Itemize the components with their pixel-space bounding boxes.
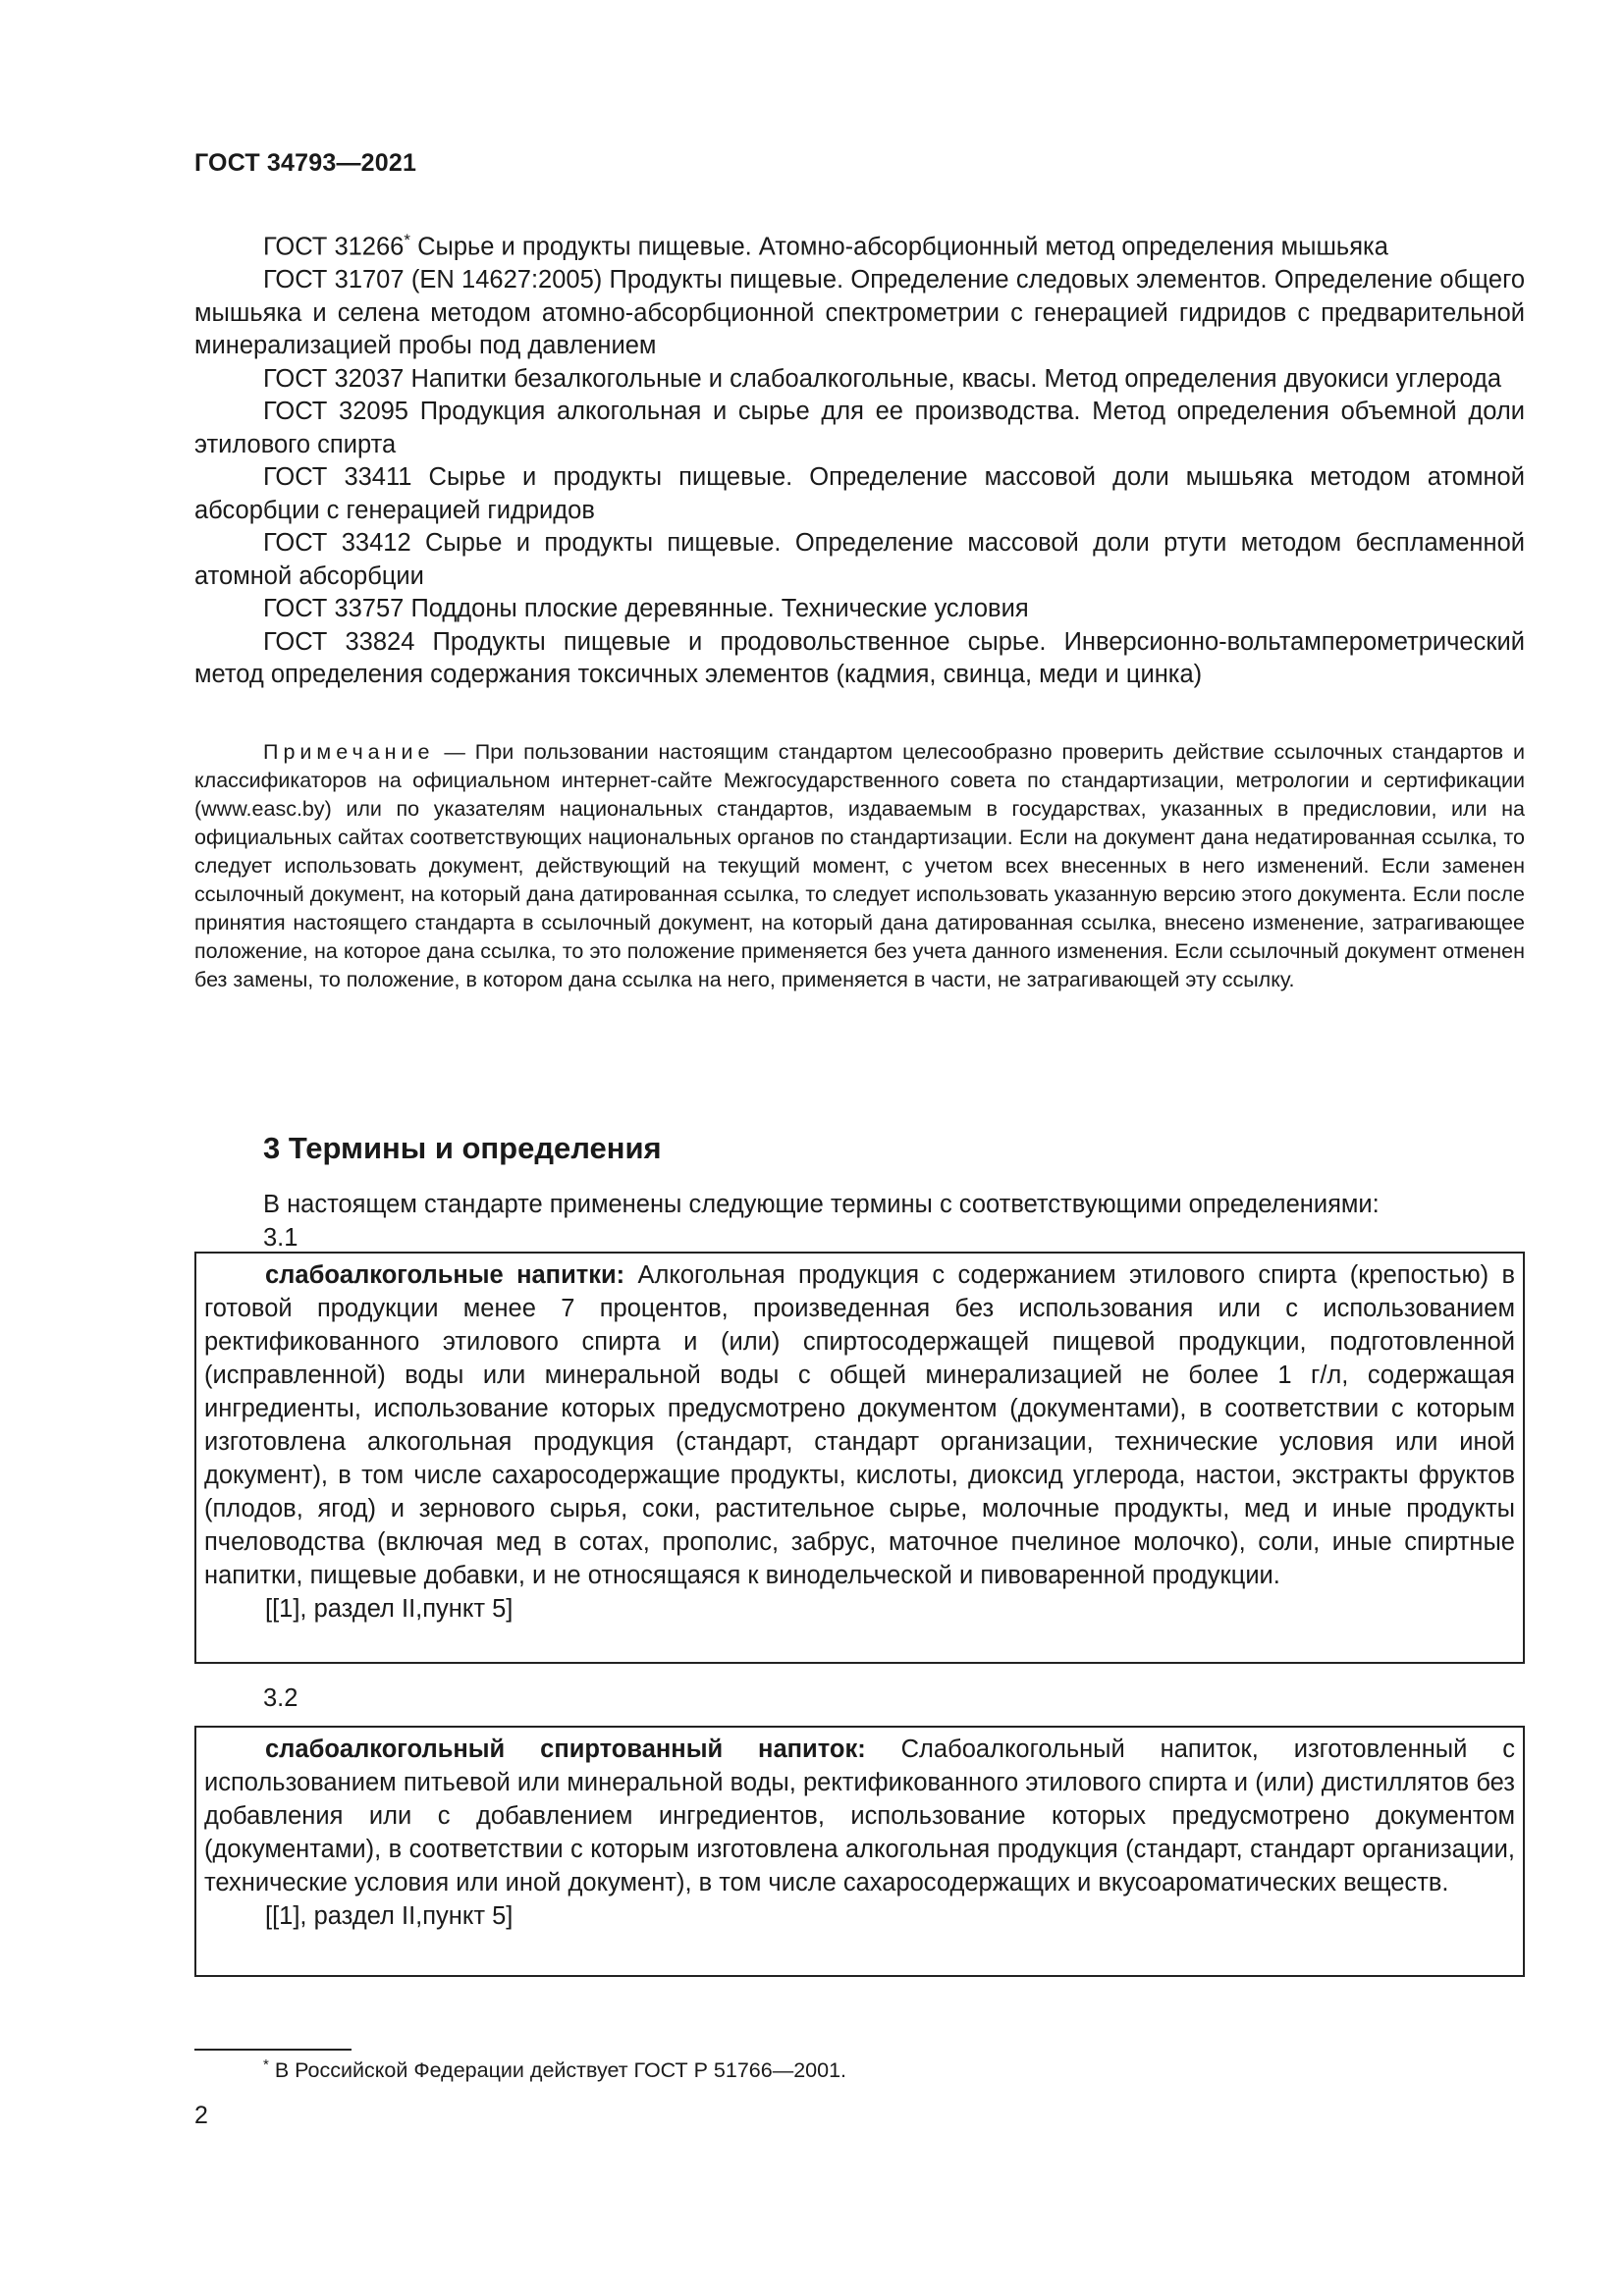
section-intro [194,1188,1525,1255]
term-name: слабоалкогольный спиртованный напиток: [265,1735,866,1763]
term-box [194,1726,1525,1977]
reference-item: ГОСТ 31266* Сырье и продукты пищевые. Атомно-абсорбционный метод определения мышьяка [263,231,1388,261]
term-box [194,1252,1525,1664]
footnote: * В Российской Федерации действует ГОСТ Р 51766—2001. [263,2056,847,2083]
term-source: [[1], раздел II,пункт 5] [265,1902,514,1930]
reference-item: ГОСТ 33412 Сырье и продукты пищевые. Определение массовой доли ртути методом беспламенной атомной абсорбции [194,529,1525,590]
page-number: 2 [194,2102,208,2129]
document-header: ГОСТ 34793—2021 [194,149,417,177]
footnote-separator [194,2049,352,2051]
intro-text: В настоящем стандарте применены следующие термины с соответствующими определениями: [263,1191,1380,1218]
reference-item: ГОСТ 33757 Поддоны плоские деревянные. Технические условия [263,595,1029,622]
note-text: — При пользовании настоящим стандартом целесообразно проверить действие ссылочных стандартов и классификаторов на официальном интернет-сайте Межгосударственного совета по стандартизации, метрологии и сертификации (www.easc.by) или по указателям национальных стандартов, издаваемым в государствах, указанных в предисловии, или на официальных сайтах соответствующих национальных органов по стандартизации. Если на документ дана недатированная ссылка, то следует использовать документ, действующий на текущий момент, с учетом всех внесенных в него изменений. Если заменен ссылочный документ, на который дана датированная ссылка, то следует использовать указанную версию этого документа. Если после принятия настоящего стандарта в ссылочный документ, на который дана датированная ссылка, внесено изменение, затрагивающее положение, на которое дана ссылка, то это положение применяется без учета данного изменения. Если ссылочный документ отменен без замены, то положение, в котором дана ссылка на него, применяется в части, не затрагивающей эту ссылку. [194,740,1525,991]
reference-item: ГОСТ 33411 Сырье и продукты пищевые. Определение массовой доли мышьяка методом атомной абсорбции с генерацией гидридов [194,463,1525,524]
note-label: Примечание [263,740,435,764]
term-definition: Алкогольная продукция с содержанием этилового спирта (крепостью) в готовой продукции менее 7 процентов, произведенная без использования или с использованием ректификованного этилового спирта и (или) спиртосодержащей пищевой продукции, подготовленной (исправленной) воды или минеральной воды с общей минерализацией не более 1 г/л, содержащая ингредиенты, использование которых предусмотрено документом (документами), в соответствии с которым изготовлена алкогольная продукция (стандарт, стандарт организации, технические условия или иной документ), в том числе сахаросодержащие продукты, кислоты, диоксид углерода, настои, экстракты фруктов (плодов, ягод) и зернового сырья, соки, растительное сырье, молочные продукты, мед и иные продукты пчеловодства (включая мед в сотах, прополис, забрус, маточное пчелиное молочко), соли, иные спиртные напитки, пищевые добавки, и не относящаяся к винодельческой и пивоваренной продукции. [204,1261,1515,1589]
reference-item: ГОСТ 32095 Продукция алкогольная и сырье для ее производства. Метод определения объемной доли этилового спирта [194,398,1526,458]
term-source: [[1], раздел II,пункт 5] [265,1595,514,1623]
term-number: 3.1 [263,1224,298,1252]
note-block [194,738,1525,994]
reference-item: ГОСТ 32037 Напитки безалкогольные и слабоалкогольные, квасы. Метод определения двуокиси углерода [263,364,1502,393]
term-name: слабоалкогольные напитки: [265,1261,625,1289]
term-number: 3.2 [263,1684,298,1712]
normative-references [194,224,1525,692]
section-title: 3 Термины и определения [263,1131,662,1165]
term-definition: Слабоалкогольный напиток, изготовленный с использованием питьевой или минеральной воды, ректификованного этилового спирта и (или) дистиллятов без добавления или с добавлением ингредиентов, использование которых предусмотрено документом (документами), в соответствии с которым изготовлена алкогольная продукция (стандарт, стандарт организации, технические условия или иной документ), в том числе сахаросодержащих и вкусоароматических веществ. [204,1735,1516,1896]
reference-item: ГОСТ 31707 (EN 14627:2005) Продукты пищевые. Определение следовых элементов. Определение общего мышьяка и селена методом атомно-абсорбционной спектрометрии с генерацией гидридов с предварительной минерализацией пробы под давлением [194,266,1526,359]
reference-item: ГОСТ 33824 Продукты пищевые и продовольственное сырье. Инверсионно-вольтамперометрический метод определения содержания токсичных элементов (кадмия, свинца, меди и цинка) [194,627,1525,688]
